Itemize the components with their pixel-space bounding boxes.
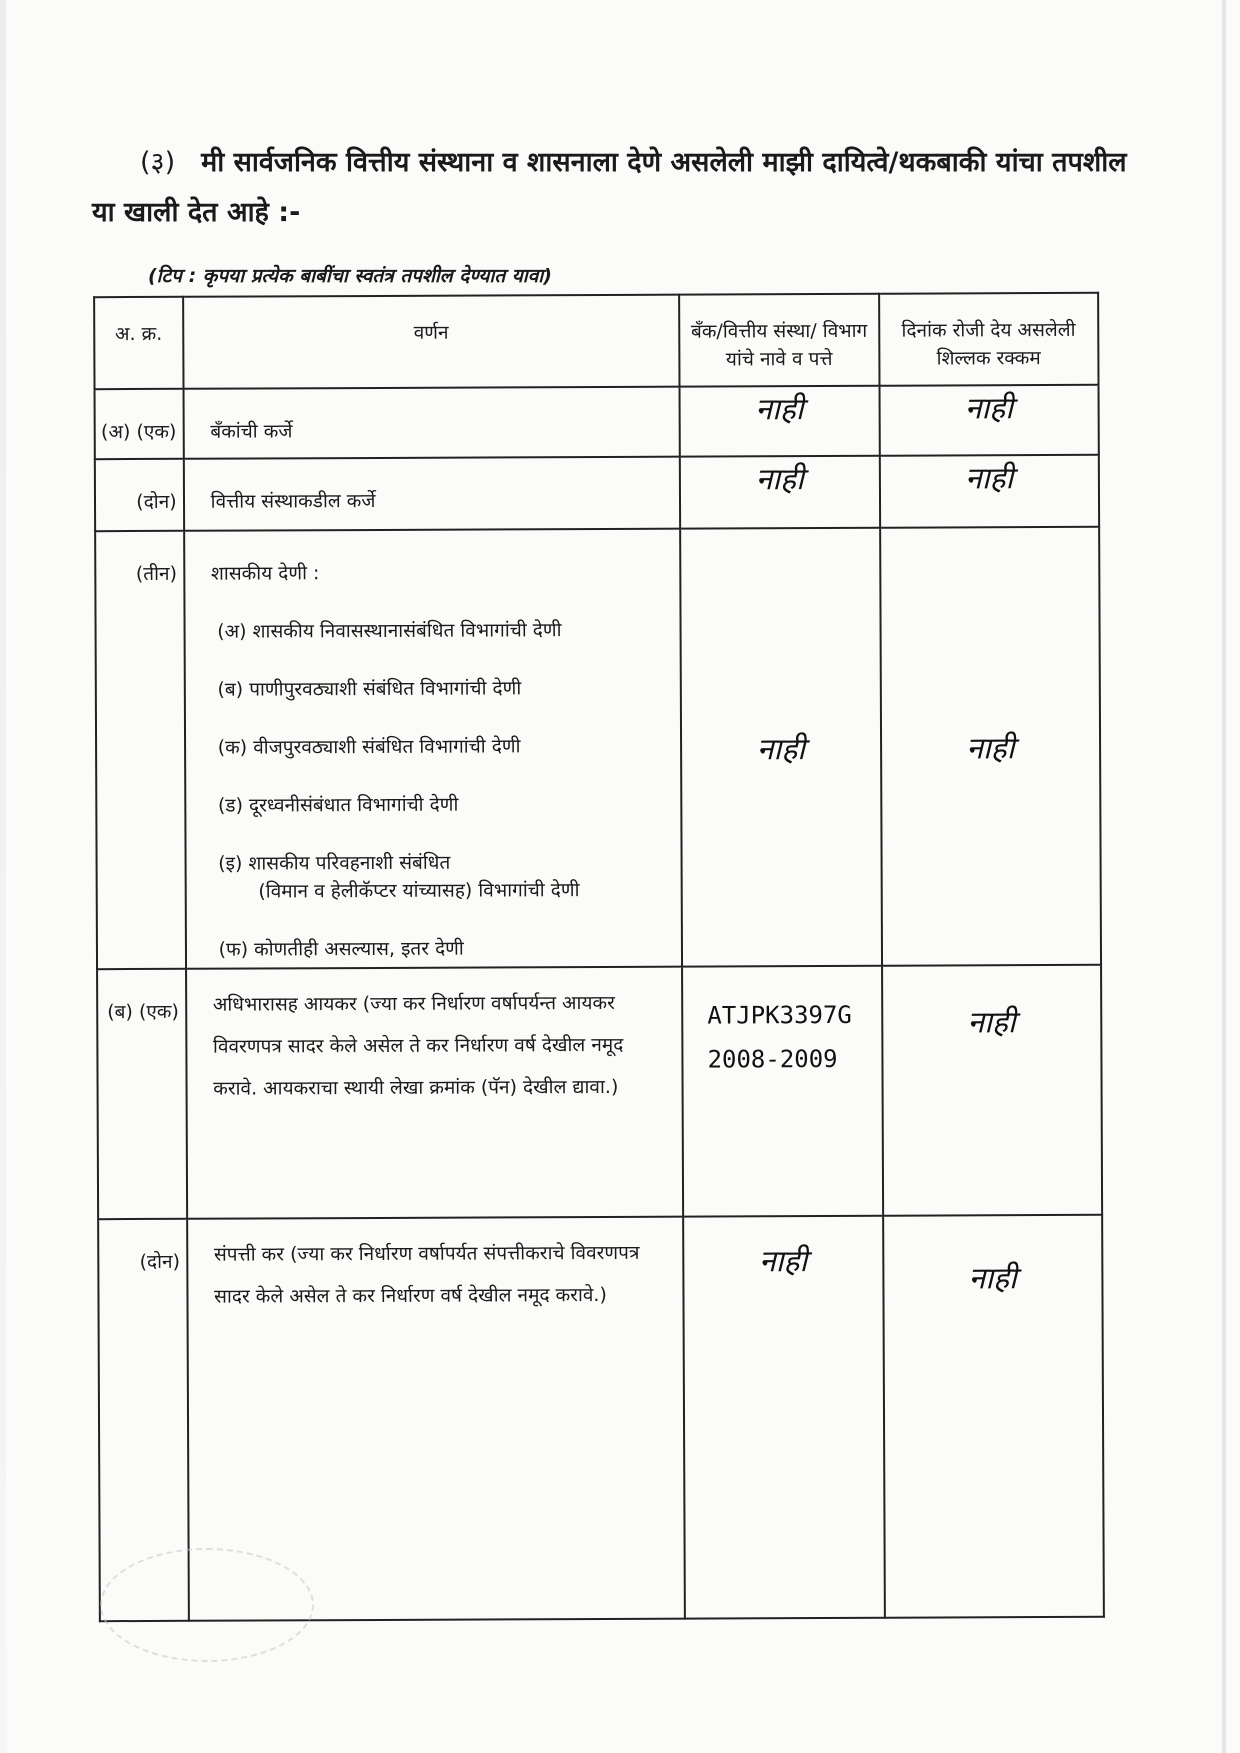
handwritten-entry <box>682 966 883 1217</box>
subitem: (ड) दूरध्वनीसंबंधात विभागांची देणी <box>217 793 459 817</box>
table-row <box>95 455 1099 531</box>
pan-number: ATJPK3397G <box>707 1000 852 1030</box>
handwritten-entry: नाही <box>879 385 1099 456</box>
handwritten-entry: नाही <box>880 527 1101 966</box>
handwritten-entry: नाही <box>883 1215 1104 1618</box>
scan-edge <box>0 0 6 1753</box>
handwritten-entry: नाही <box>683 1216 884 1619</box>
row-description: वित्तीय संस्थाकडील कर्जे <box>183 457 680 531</box>
section-number: (३) <box>140 147 176 178</box>
table-header-row <box>94 293 1098 389</box>
row-sr: (ब) (एक) <box>97 969 187 1219</box>
subitem: (फ) कोणतीही असल्यास, इतर देणी <box>218 937 464 961</box>
row-sr: (अ) (एक) <box>95 389 184 459</box>
liabilities-table <box>93 292 1105 1622</box>
note: (टिप : कृपया प्रत्येक बाबींचा स्वतंत्र तपशील देण्यात यावा) <box>148 265 552 287</box>
subitem: (इ) शासकीय परिवहनाशी संबंधित <box>218 851 451 875</box>
header-description: वर्णन <box>183 295 680 389</box>
handwritten-entry: नाही <box>680 528 881 967</box>
header-sr: अ. क्र. <box>94 297 183 389</box>
row-sr: (दोन) <box>98 1219 188 1621</box>
table-row <box>97 965 1102 1219</box>
row-sr: (दोन) <box>95 459 184 531</box>
header-balance: दिनांक रोजी देय असलेली शिल्लक रक्कम <box>879 293 1099 386</box>
row-description <box>184 529 682 969</box>
handwritten-entry: नाही <box>680 456 880 529</box>
row-description: संपत्ती कर (ज्या कर निर्धारण वर्षापर्यत संपत्तीकराचे विवरणपत्र सादर केले असेल ते कर निर्धारण वर्ष देखील नमूद करावे.) <box>187 1217 685 1621</box>
subitem: (क) वीजपुरवठ्याशी संबंधित विभागांची देणी <box>217 735 521 759</box>
row-description: अधिभारासह आयकर (ज्या कर निर्धारण वर्षापर्यन्त आयकर विवरणपत्र सादर केले असेल ते कर निर्धारण वर्ष देखील नमूद करावे. आयकराचा स्थायी लेखा क्रमांक (पॅन) देखील द्यावा.) <box>186 967 684 1219</box>
table-row <box>95 385 1099 459</box>
handwritten-entry: नाही <box>879 455 1099 528</box>
row-sr: (तीन) <box>95 531 186 969</box>
table-row <box>95 527 1101 969</box>
scan-edge-right <box>1222 0 1226 1753</box>
handwritten-entry: नाही <box>680 386 880 457</box>
assessment-year: 2008-2009 <box>707 1044 838 1074</box>
row-description: बँकांची कर्जे <box>183 387 680 459</box>
subitem-continued: (विमान व हेलीकॅप्टर यांच्यासह) विभागांची देणी <box>258 879 580 903</box>
govt-dues-title: शासकीय देणी : <box>210 562 320 585</box>
faded-seal-stamp <box>100 1548 314 1662</box>
header-bank: बँक/वित्तीय संस्था/ विभाग यांचे नावे व पत्ते <box>679 294 879 387</box>
section-heading-text: मी सार्वजनिक वित्तीय संस्थाना व शासनाला देणे असलेली माझी दायित्वे/थकबाकी यांचा तपशील या खाली देत आहे :- <box>92 147 1127 228</box>
handwritten-entry: नाही <box>882 965 1103 1216</box>
subitem: (अ) शासकीय निवासस्थानासंबंधित विभागांची देणी <box>217 619 562 643</box>
section-heading <box>92 138 1132 238</box>
subitem: (ब) पाणीपुरवठ्याशी संबंधित विभागांची देणी <box>217 677 522 701</box>
